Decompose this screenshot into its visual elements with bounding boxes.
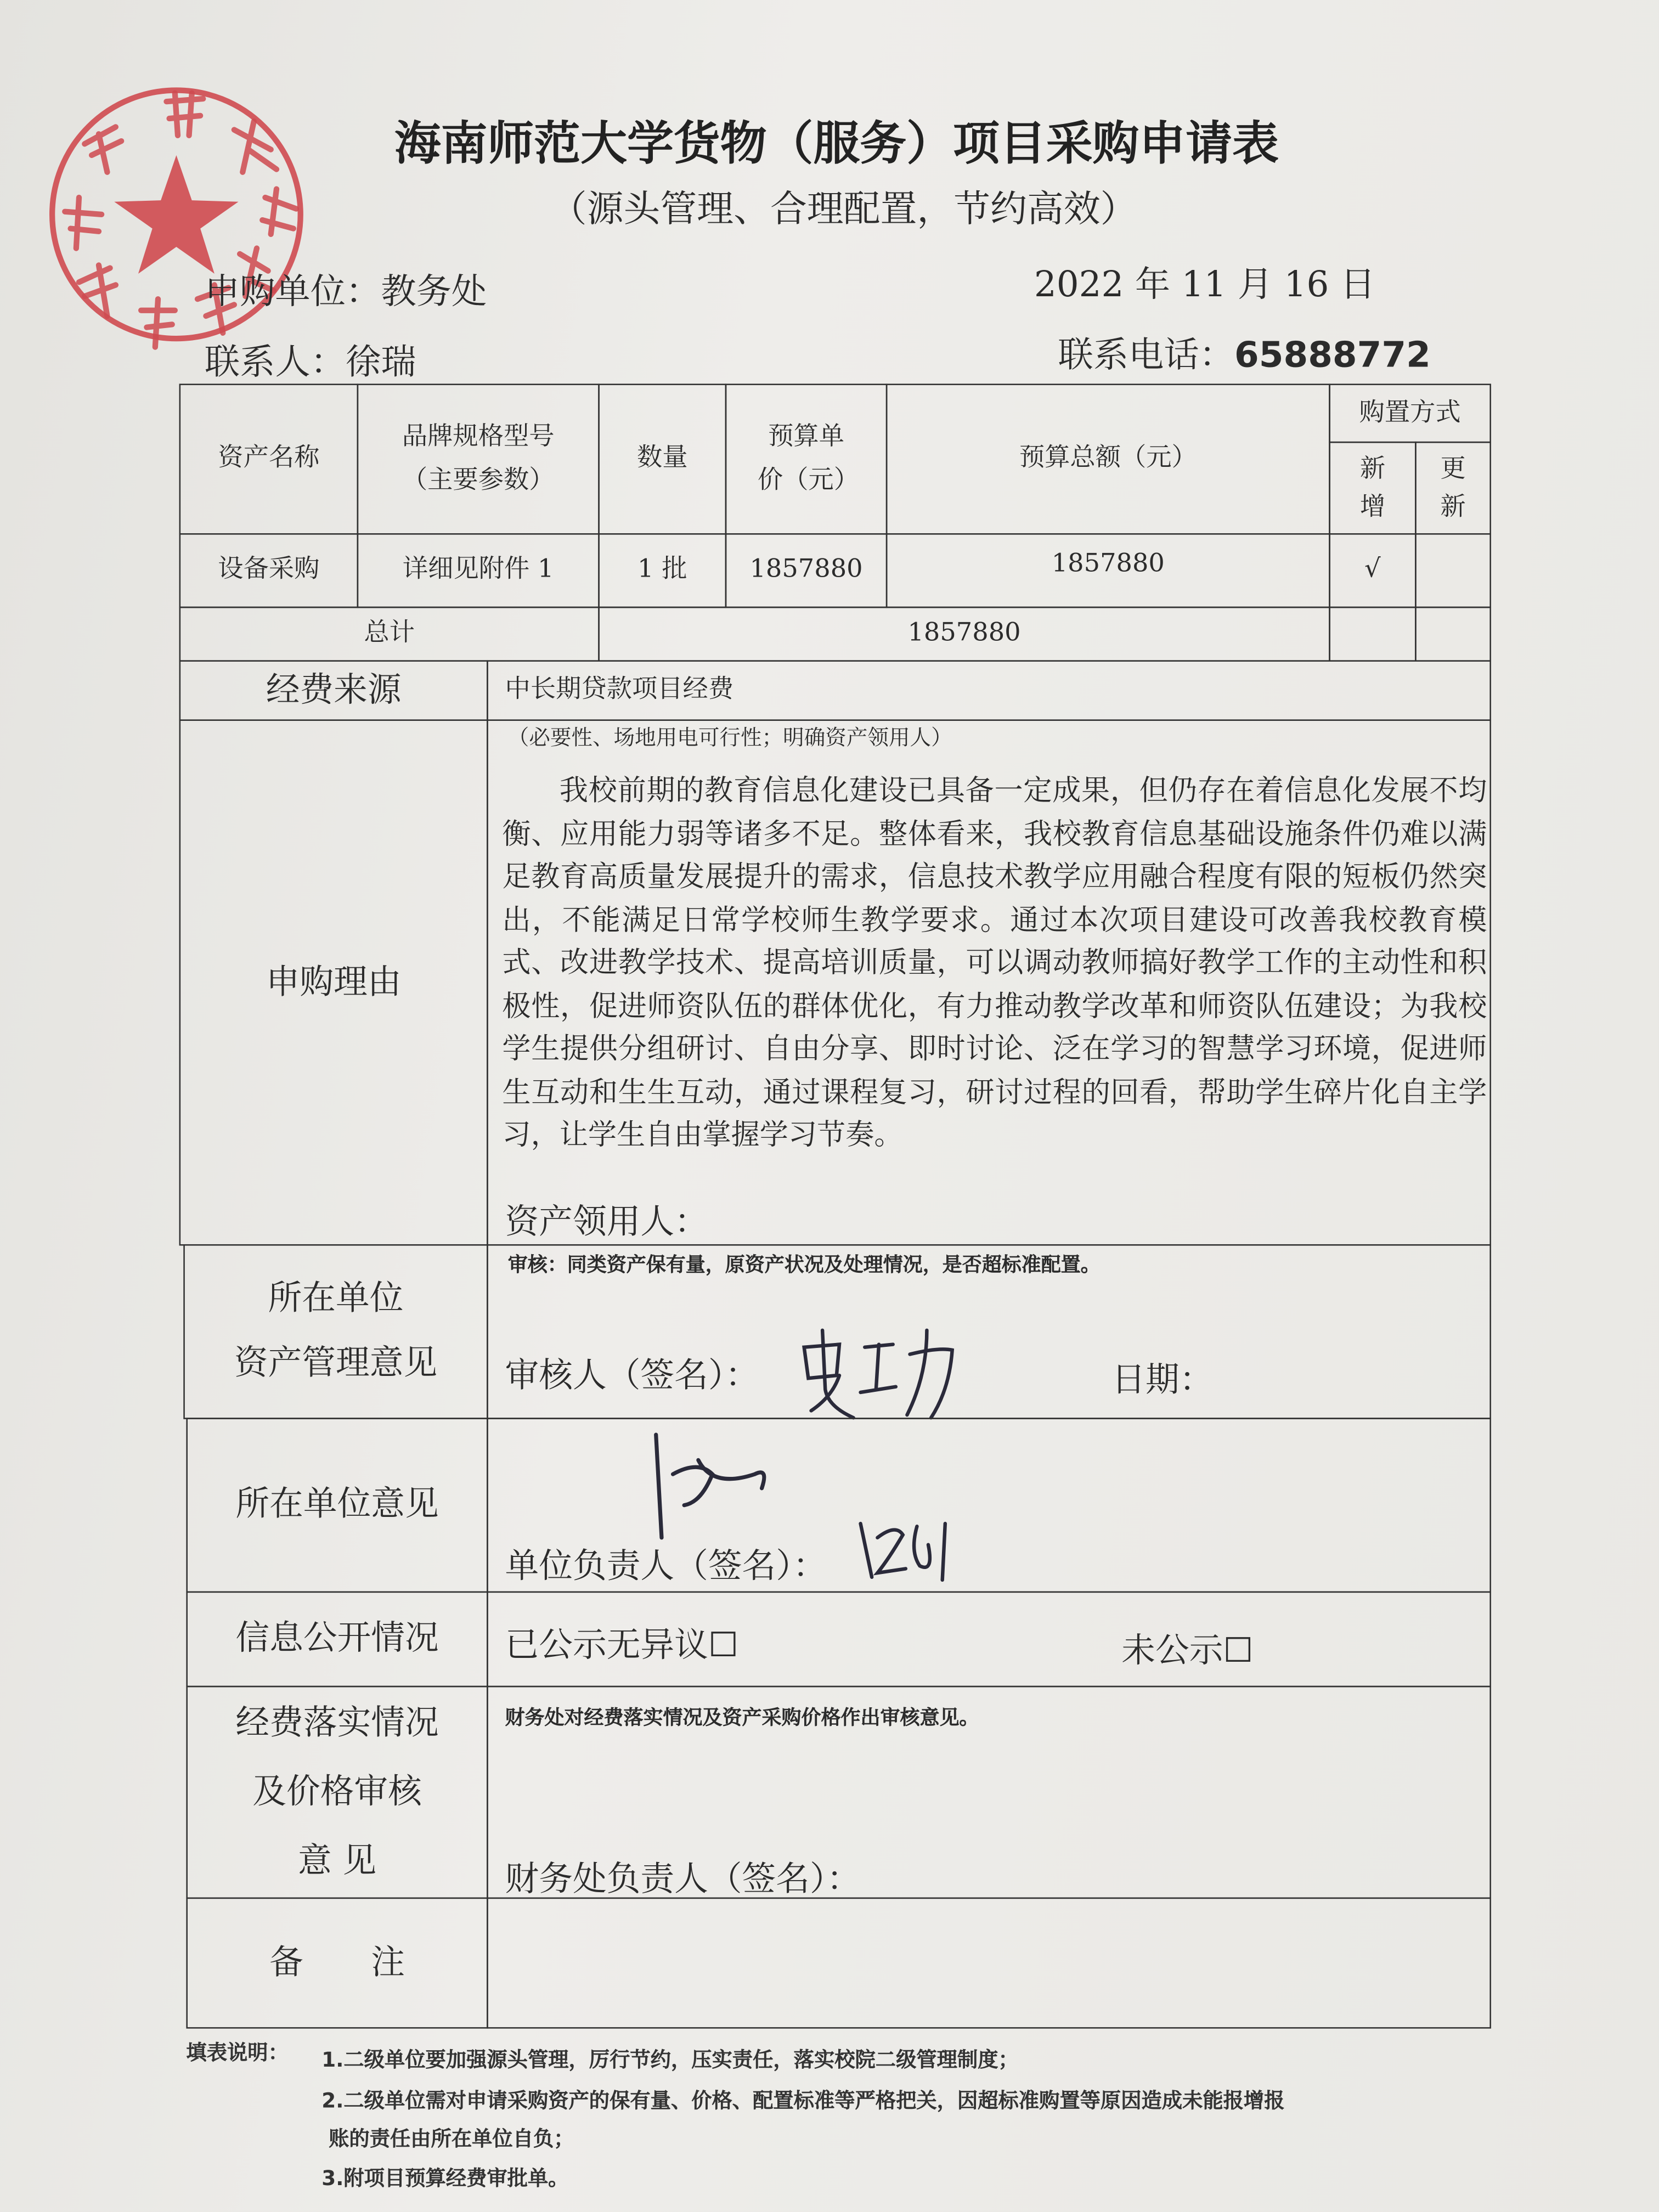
note-item-3: 3.附项目预算经费审批单。 [321, 2168, 569, 2191]
col-unit-price: 预算单价（元） [725, 383, 888, 534]
total-replace-cell [1415, 607, 1491, 662]
row-brand-spec: 详细见附件 1 [357, 533, 600, 608]
col-purchase-method: 购置方式 [1329, 383, 1491, 443]
unit-head-signature-label: 单位负责人（签名）： [505, 1546, 827, 1586]
total-new-cell [1329, 607, 1416, 662]
unit-opinion-label: 所在单位意见 [186, 1418, 488, 1593]
col-asset-name: 资产名称 [179, 383, 359, 534]
note-item-2: 2.二级单位需对申请采购资产的保有量、价格、配置标准等严格把关，因超标准购置等原因造成未能报增报 [321, 2090, 1285, 2113]
col-new: 新增 [1329, 442, 1416, 535]
finance-label-line2: 及价格审核 [252, 1771, 422, 1812]
disclosure-option-unpublished[interactable]: 未公示☐ [1121, 1630, 1254, 1671]
unit-field [205, 264, 487, 315]
reason-text: 我校前期的教育信息化建设已具备一定成果，但仍存在着信息化发展不均衡、应用能力弱等诸多不足。整体看来，我校教育信息基础设施条件仍难以满足教育高质量发展提升的需求，信息技术教学应用融合程度有限的短板仍然突出，不能满足日常学校师生教学要求。通过本次项目建设可改善我校教育模式、改进教学技术、提高培训质量，可以调动教师搞好教学工作的主动性和积极性，促进师资队伍的群体优化，有力推动教学改革和师资队伍建设；为我校学生提供分组研讨、自由分享、即时讨论、泛在学习的智慧学习环境，促进师生互动和生生互动，通过课程复习，研讨过程的回看，帮助学生碎片化自主学习，让学生自由掌握学习节奏。 [502, 773, 1487, 1152]
col-total-amount: 预算总额（元） [886, 383, 1330, 534]
note-item-2-cont: 账的责任由所在单位自负； [329, 2129, 574, 2152]
reason-label: 申购理由 [179, 719, 488, 1245]
unit-head-handwritten-signature [847, 1509, 960, 1594]
asset-mgmt-label [183, 1244, 488, 1419]
notes-label: 填表说明： [186, 2042, 289, 2066]
phone-label: 联系电话： [1058, 334, 1235, 375]
reviewer-signature-label: 审核人（签名）： [505, 1356, 759, 1396]
contact-label: 联系人： [204, 341, 346, 382]
unit-value: 教务处 [381, 270, 487, 312]
asset-mgmt-label-line2: 资产管理意见 [234, 1342, 438, 1383]
funding-value: 中长期贷款项目经费 [487, 660, 1491, 721]
note-item-1: 1.二级单位要加强源头管理，厉行节约，压实责任，落实校院二级管理制度； [321, 2050, 1019, 2073]
finance-label-line1: 经费落实情况 [235, 1702, 439, 1742]
finance-label [186, 1686, 488, 1899]
unit-opinion-handwriting [642, 1418, 783, 1544]
row-quantity: 1 批 [598, 533, 726, 608]
asset-mgmt-label-line1: 所在单位 [268, 1278, 404, 1318]
finance-label-line3: 意 见 [298, 1841, 377, 1881]
remarks-label: 备 注 [186, 1898, 488, 2029]
form-subtitle: （源头管理、合理配置，节约高效） [550, 189, 1137, 232]
row-replace-check [1415, 533, 1491, 608]
funding-label: 经费来源 [179, 660, 488, 721]
reason-hint: （必要性、场地用电可行性；明确资产领用人） [507, 725, 952, 751]
remarks-cell [487, 1898, 1491, 2029]
disclosure-option-published[interactable]: 已公示无异议☐ [505, 1625, 739, 1665]
phone-field [1058, 328, 1431, 379]
total-value: 1857880 [598, 607, 1330, 662]
row-unit-price: 1857880 [725, 533, 888, 608]
col-quantity: 数量 [598, 383, 726, 534]
form-title: 海南师范大学货物（服务）项目采购申请表 [394, 115, 1279, 171]
finance-head-signature-label: 财务处负责人（签名）： [505, 1859, 861, 1899]
unit-label: 申购单位： [204, 270, 381, 312]
row-total-amount: 1857880 [886, 533, 1330, 608]
recipient-label: 资产领用人： [505, 1201, 708, 1242]
reviewer-handwritten-signature [797, 1319, 980, 1432]
contact-value: 徐瑞 [346, 341, 416, 382]
phone-value: 65888772 [1234, 334, 1431, 375]
row-asset-name: 设备采购 [179, 533, 359, 608]
total-label: 总计 [179, 607, 600, 662]
finance-hint: 财务处对经费落实情况及资产采购价格作出审核意见。 [505, 1707, 979, 1730]
col-replace: 更新 [1415, 442, 1491, 535]
contact-field [205, 334, 416, 385]
asset-mgmt-hint: 审核：同类资产保有量，原资产状况及处理情况，是否超标准配置。 [507, 1254, 1101, 1277]
form-date: 2022 年 11 月 16 日 [1034, 263, 1376, 305]
row-new-check: √ [1329, 533, 1416, 608]
col-brand-spec: 品牌规格型号（主要参数） [357, 383, 600, 534]
review-date-label: 日期： [1111, 1359, 1214, 1400]
disclosure-label: 信息公开情况 [186, 1592, 488, 1688]
